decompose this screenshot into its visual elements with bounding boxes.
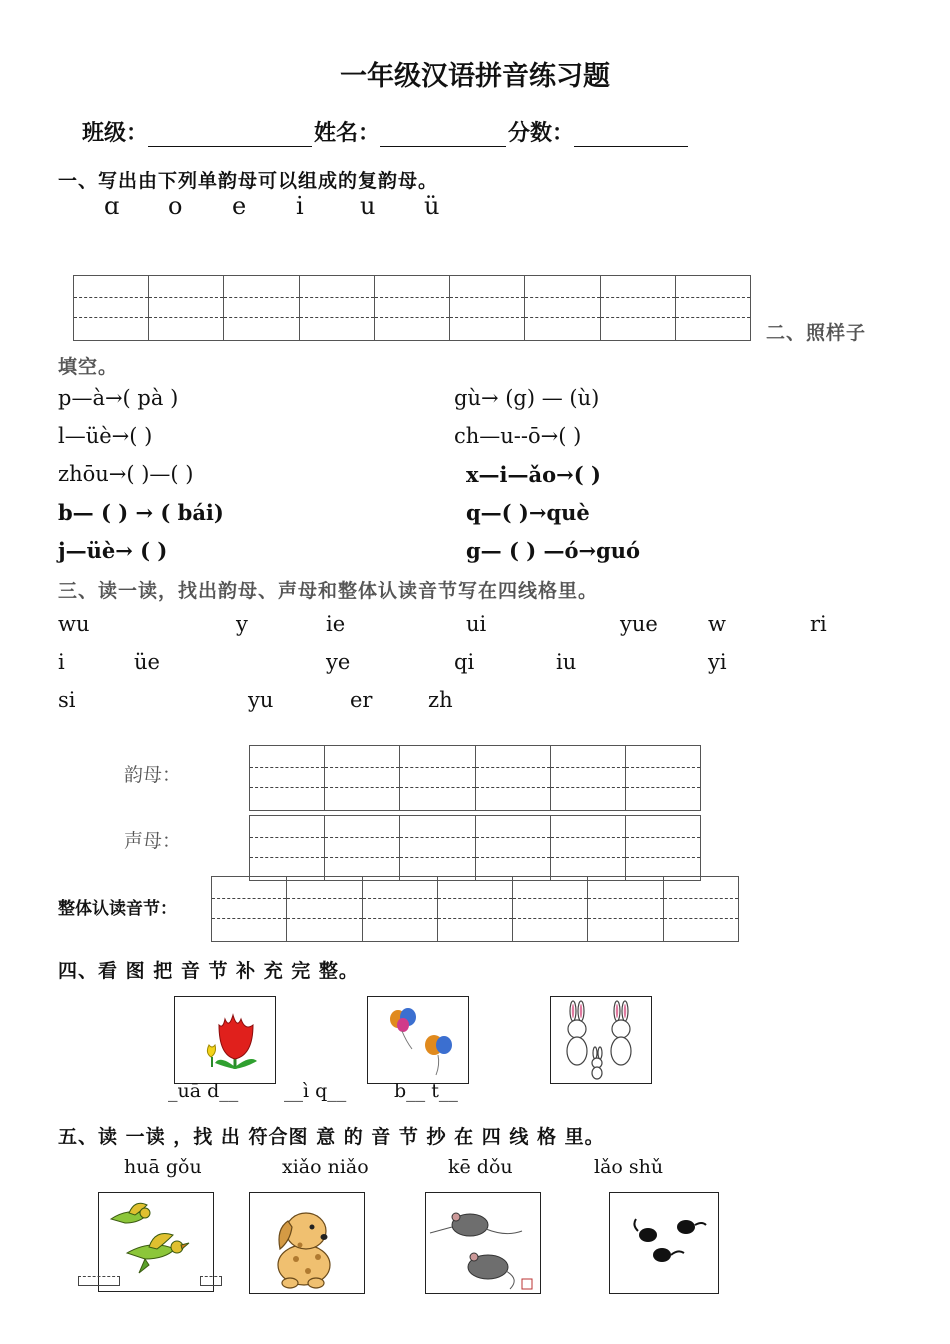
score-field[interactable] [574,120,688,147]
whole-syllables-label: 整体认读音节： [58,899,177,919]
vowel-list [104,192,488,220]
syllable: qi [454,650,475,674]
syllable: w [708,612,726,636]
finals-label: 韵母： [124,764,182,786]
fill-blank-rabbit[interactable]: b__ t__ [394,1080,458,1102]
page-title: 一年级汉语拼音练习题 [340,61,610,92]
syllable: ui [466,612,487,636]
section1-heading: 一、写出由下列单韵母可以组成的复韵母。 [58,170,439,192]
example-left-2: l—üè→( ) [58,424,153,448]
fill-blank-flower[interactable]: _uā d__ [168,1080,239,1102]
name-field[interactable] [380,120,506,147]
syllable: yue [620,612,658,636]
puppy-picture [249,1192,365,1294]
score-label: 分数： [508,121,575,146]
example-left-3: zhōu→( )—( ) [58,462,194,486]
four-line-grid-finals[interactable] [249,745,701,811]
syllable-option: kē dǒu [448,1156,513,1178]
answer-grid-fragment[interactable] [78,1276,120,1286]
syllable-option: lǎo shǔ [594,1156,664,1178]
class-field[interactable] [148,120,312,147]
syllable: y [236,612,248,636]
four-line-grid-initials[interactable] [249,815,701,881]
vowel-item: o [168,192,183,220]
example-right-5: g— ( ) —ó→guó [466,538,641,563]
syllable: wu [58,612,90,636]
vowel-item: e [232,192,247,220]
rabbits-icon [551,997,651,1083]
example-right-3: x—i—ǎo→( ) [466,462,601,487]
rabbits-picture [550,996,652,1084]
syllable-option: huā gǒu [124,1156,202,1178]
example-right-4: q—( )→què [466,500,590,525]
initials-label: 声母： [124,830,182,852]
mice-icon [426,1193,540,1293]
syllable: ri [810,612,827,636]
four-line-grid-compound-finals[interactable] [73,275,751,341]
syllable: yi [708,650,727,674]
vowel-item: i [296,192,304,220]
vowel-item: ɑ [104,192,120,220]
example-right-1: gù→ (g) — (ù) [454,386,600,410]
class-label: 班级： [82,121,149,146]
example-left-4: b— ( ) → ( bái) [58,500,224,525]
example-left-1: p—à→( pà ) [58,386,179,410]
section3-heading: 三、读一读，找出韵母、声母和整体认读音节写在四线格里。 [58,580,599,602]
puppy-icon [250,1193,364,1293]
fill-blank-balloon[interactable]: __ì q__ [284,1080,347,1102]
syllable: iu [556,650,577,674]
tulip-picture [174,996,276,1084]
vowel-item: u [360,192,376,220]
section2-heading: 二、照样子 [766,322,867,344]
vowel-item: ü [424,192,440,220]
four-line-grid-whole-syllables[interactable] [211,876,739,942]
section5-heading: 五、读 一读 ，找 出 符合图 意 的 音 节 抄 在 四 线 格 里。 [58,1126,605,1148]
section2-heading-cont: 填空。 [58,356,119,378]
tadpoles-picture [609,1192,719,1294]
mice-picture [425,1192,541,1294]
example-right-2: ch—u--ō→( ) [454,424,582,448]
tulip-icon [175,997,275,1083]
tadpoles-icon [610,1193,718,1293]
syllable: er [350,688,373,712]
syllable-option: xiǎo niǎo [282,1156,369,1178]
example-left-5: j—üè→ ( ) [58,538,168,563]
name-label: 姓名： [314,121,381,146]
balloons-icon [368,997,468,1083]
syllable: i [58,650,65,674]
syllable: si [58,688,76,712]
syllable: ie [326,612,346,636]
balloons-picture [367,996,469,1084]
syllable: üe [134,650,160,674]
syllable: ye [326,650,351,674]
section4-heading: 四、看 图 把 音 节 补 充 完 整。 [58,960,359,982]
syllable: yu [248,688,274,712]
answer-grid-fragment[interactable] [200,1276,222,1286]
student-info-row [82,116,690,147]
syllable: zh [428,688,453,712]
